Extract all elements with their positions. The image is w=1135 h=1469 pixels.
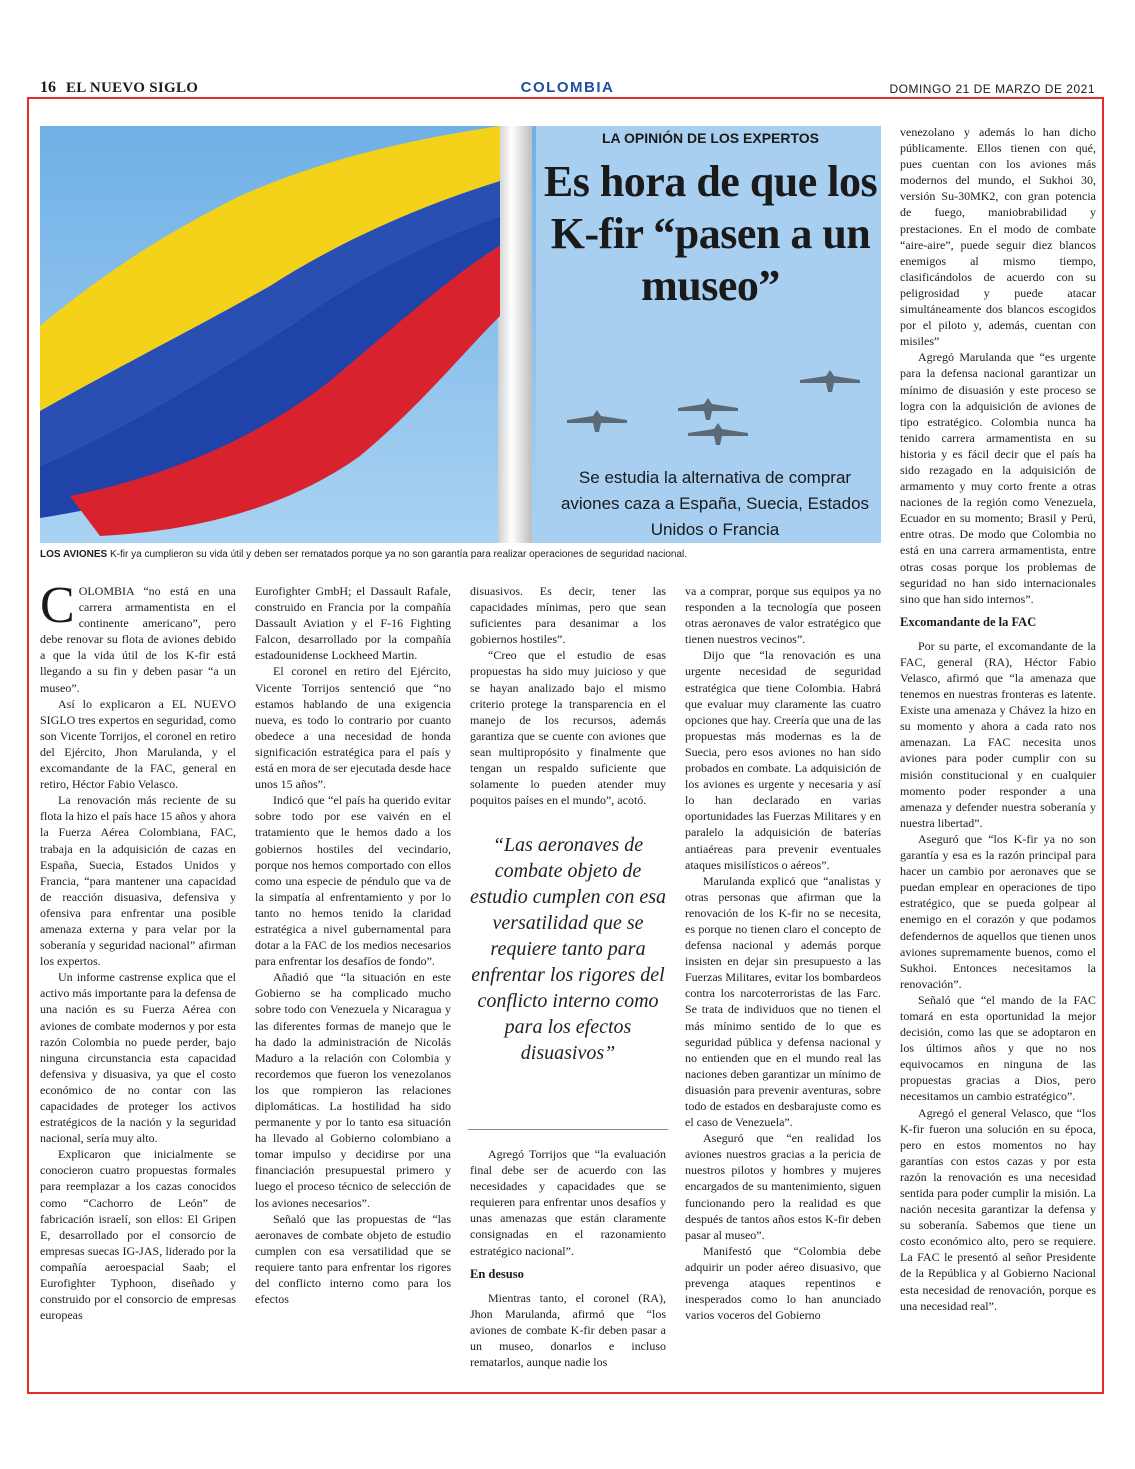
article-column-2	[255, 583, 451, 1307]
drop-cap: C	[40, 577, 75, 634]
paragraph: Agregó Marulanda que “es urgente para la defensa nacional garantizar un mínimo de disuasión y este proceso se logra con la adquisición de aviones de tipo estratégico. Colombia nunca ha tenido carrera armamentista en su historia y es fácil decir que el país ha sido rezagado en la adquisición de armamento y muy corto frente a otras naciones de la región como Venezuela, Ecuador en su momento; Brasil y Perú, entre otras. De modo que Colombia no está en una carrera armamentista, entre otras cosas porque los problemas de seguridad no han sido internacionales sino que han sido internos”.	[900, 350, 1096, 606]
paragraph: Señaló que las propuestas de “las aeronaves de combate objeto de estudio cumplen con esa versatilidad que se requiere tanto para enfrentar los rigores del conflicto interno como para los efectos	[255, 1211, 451, 1307]
paragraph: venezolano y además lo han dicho públicamente. Ellos tienen con qué, pues cuentan con los aviones más modernos del mundo, el Sukhoi 30, versión Su-30MK2, con gran potencia de fuego, maniobrabilidad y prestaciones. En el modo de combate “aire-aire”, puede seguir diez blancos enemigos al mismo tiempo, clasificándolos de acuerdo con su peligrosidad y puede atacar simultáneamente dos blancos escogidos por el piloto y, además, cuentan con misiles”	[900, 125, 1096, 349]
article-column-3-bottom	[470, 1146, 666, 1370]
paragraph: Manifestó que “Colombia debe adquirir un poder aéreo disuasivo, que prevenga ataques repentinos e inesperados como lo han anunciado varios voceros del Gobierno	[685, 1243, 881, 1323]
subheading-en-desuso: En desuso	[470, 1266, 524, 1281]
paragraph: Agregó el general Velasco, que “los K-fir fueron una solución en su época, pero en estos momentos no hay garantías con estos cazas y por esta razón la renovación es una necesidad sentida para poder cumplir la misión. La nación necesita garantizar la defensa y su soberanía. Sabemos que tiene un costo económico alto, pero se requiere. La FAC le presentó al señor Presidente de la República y al Gobierno Nacional esta necesidad de renovación, porque es una necesidad real”.	[900, 1105, 1096, 1313]
paragraph: Aseguró que “en realidad los aviones nuestros gracias a la pericia de nuestros pilotos y hombres y mujeres encargados de su mantenimiento, siguen funcionando pero la realidad es que después de tantos años estos K-fir deben pasar al museo”.	[685, 1131, 881, 1242]
paper-name: EL NUEVO SIGLO	[66, 80, 199, 96]
paragraph: Señaló que “el mando de la FAC tomará en esta oportunidad la mejor decisión, como las que se adoptaron en los últimos años y que no nos equivocamos en ninguna de las propuestas gracias a Dios, pero necesitamos un cambio estratégico”.	[900, 992, 1096, 1104]
issue-date: DOMINGO 21 DE MARZO DE 2021	[889, 82, 1095, 96]
pull-quote: “Las aeronaves de combate objeto de estudio cumplen con esa versatilidad que se requiere tanto para enfrentar los rigores del conflicto interno como para los efectos disuasivos”	[469, 834, 667, 1064]
paragraph: “Creo que el estudio de esas propuestas ha sido muy juicioso y que se hayan analizado bajo el mismo criterio protege la transparencia en el manejo de los recursos, además garantiza que se cuente con aviones que sean multipropósito y finalmente que tengan un respaldo suficiente que solamente lo pueden atender muy poquitos países en el mundo”, acotó.	[470, 648, 666, 808]
page-number: 16	[40, 79, 56, 96]
paragraph: La renovación más reciente de su flota la hizo el país hace 15 años y ahora la Fuerza Aérea Colombiana, FAC, trabaja en la adquisición de cazas en España, Suecia, Estados Unidos y Francia, “para mantener una capacidad de reacción disuasiva, defensiva y ofensiva para enfrentar una posible amenaza externa y para velar por la soberanía y seguridad nacional” afirman los expertos.	[40, 793, 236, 969]
paragraph: El coronel en retiro del Ejército, Vicente Torrijos sentenció que “no estamos hablando de una exigencia nueva, es todo lo contrario por cuanto obedece a una necesidad de honda significación estratégica para el país y está en mora de ser ejecutada desde hace unos 15 años”.	[255, 664, 451, 792]
paragraph: Indicó que “el país ha querido evitar sobre todo por ese vaivén en el tratamiento que le hemos dado a los gobiernos hostiles del vecindario, porque nos hemos comportado con ellos como una especie de péndulo que va de la simpatía al enfrentamiento y por lo tanto no hemos tenido la claridad estratégica a nivel gubernamental para dotar a la FAC de los medios necesarios para enfrentar los desafíos de fondo”.	[255, 793, 451, 969]
photo-caption	[40, 549, 881, 560]
article-column-3-top	[470, 583, 666, 808]
paragraph: Agregó Torrijos que “la evaluación final debe ser de acuerdo con las necesidades y capacidades que se requieren para enfrentar unos desafíos y unas amenazas que están claramente consignadas en el razonamiento estratégico nacional”.	[470, 1147, 666, 1258]
paragraph: Así lo explicaron a EL NUEVO SIGLO tres expertos en seguridad, como son Vicente Torrijos, el coronel en retiro del Ejército, Jhon Marulanda, y el excomandante de la FAC, general en retiro, Héctor Fabio Velasco.	[40, 696, 236, 792]
pull-quote-divider	[468, 1129, 668, 1130]
paragraph: Marulanda explicó que “analistas y otras personas que afirman que la renovación de los K-fir no se necesita, es porque no tienen claro el concepto de defensa nacional y además porque insisten en dejar sin presupuesto a las Fuerzas Militares, evitar los bombardeos contra los narcoterroristas de las Farc. Se trata de individuos que no tienen el más mínimo sentido de lo que es seguridad pública y defensa nacional y no entienden que en el mundo real las naciones deben garantizar un mínimo de disuasión para prevenir aventuras, sobre todo de estados en desbarajuste como es el caso de Venezuela”.	[685, 873, 881, 1130]
article-headline: Es hora de que los K-fir “pasen a un museo”	[543, 157, 878, 310]
section-title: COLOMBIA	[520, 79, 615, 96]
article-column-4	[685, 583, 881, 1323]
caption-text: K-fir ya cumplieron su vida útil y deben ser rematados porque ya no son garantía para realizar operaciones de seguridad nacional.	[107, 549, 688, 560]
paragraph: va a comprar, porque sus equipos ya no responden a la tecnología que poseen otras aeronaves de valor estratégico que tienen nuestros vecinos”.	[685, 584, 881, 647]
paragraph: Explicaron que inicialmente se conocieron cuatro propuestas formales para reemplazar a los cazas conocidos como “Cachorro de León” de fabricación israelí, son ellos: El Gripen E, desarrollado por el consorcio de empresas suecas IG-JAS, liderado por la compañía aeroespacial Saab; el Eurofighter Typhoon, diseñado y construido por el consorcio de empresas europeas	[40, 1147, 236, 1323]
paragraph: disuasivos. Es decir, tener las capacidades mínimas, pero que sean suficientes para desanimar a los gobiernos hostiles”.	[470, 584, 666, 647]
paragraph: Dijo que “la renovación es una urgente necesidad de seguridad estratégica que tiene Colombia. Habrá que evaluar muy claramente las cuatro opciones que hay. Creería que una de las propuestas más modernas es la de Suecia, pero esos aviones no han sido probados en combate. La adquisición de los aviones es urgente y necesaria y así lo han declarado en varias oportunidades las Fuerzas Militares y en paralelo la adquisición de baterías antiaéreas para prevenir eventuales ataques misilísticos o aéreos”.	[685, 648, 881, 872]
paragraph: Por su parte, el excomandante de la FAC, general (RA), Héctor Fabio Velasco, afirmó que “la amenaza que tenemos en nuestras fronteras es latente. Existe una amenaza y Chávez la hizo en su momento y ahora a cada rato nos amenazan. La FAC necesita unos aviones para poder cumplir con su misión constitucional y en cualquier momento poder responder a una amenaza y defender nuestra soberanía y nuestra libertad”.	[900, 638, 1096, 830]
paragraph: Aseguró que “los K-fir ya no son garantía y esa es la razón principal para hacer un cambio por aeronaves que se puedan emplear en operaciones de tipo estratégico, que se pueda golpear al enemigo en el corazón y que podamos defendernos de aquellos que tienen unos aviones supremamente buenos, como el Sukhoi. Entonces necesitamos la renovación”.	[900, 831, 1096, 991]
paragraph: Eurofighter GmbH; el Dassault Rafale, construido en Francia por la compañía Dassault Aviation y el F-16 Fighting Falcon, desarrollado por la compañía estadounidense Lockheed Martin.	[255, 584, 451, 663]
paragraph: Un informe castrense explica que el activo más importante para la defensa de una nación es su Fuerza Aérea con aviones de combate modernos y por esta razón Colombia no puede perder, bajo ninguna circunstancia esta capacidad defensiva y disuasiva, ya que el costo económico de no contar con las capacidades de proteger los activos estratégicos de la nación y la seguridad nacional, sería muy alto.	[40, 970, 236, 1146]
paragraph: OLOMBIA “no está en una carrera armamentista en el continente americano”, pero debe renovar su flota de aviones debido a que la vida útil de los K-fir está llegando a su fin y deben pasar “a un museo”.	[40, 584, 236, 695]
paragraph: Añadió que “la situación en este Gobierno se ha complicado mucho sobre todo con Venezuela y Nicaragua y las diferentes formas de manejo que le ha dado la administración de Nicolás Maduro a la relación con Colombia y recordemos que fueron los venezolanos los que rompieron las relaciones diplomáticas. La hostilidad ha sido permanente y por lo tanto esa situación ha llevado al Gobierno colombiano a tomar impulso y decidirse por una financiación presupuestal primero y luego el proceso técnico de selección de los aviones necesarios”.	[255, 970, 451, 1210]
article-column-1	[40, 577, 236, 1323]
flag-pole	[498, 126, 532, 543]
article-subhead: Se estudia la alternativa de comprar aviones caza a España, Suecia, Estados Unidos o Francia	[560, 468, 870, 539]
article-column-5	[900, 124, 1096, 1314]
article-kicker: LA OPINIÓN DE LOS EXPERTOS	[601, 130, 820, 146]
caption-lead: LOS AVIONES	[40, 549, 108, 560]
subheading-excomandante: Excomandante de la FAC	[900, 614, 1037, 629]
paragraph: Mientras tanto, el coronel (RA), Jhon Marulanda, afirmó que “los aviones de combate K-fir deben pasar a un museo, donarlos e incluso rematarlos, aunque nadie los	[470, 1290, 666, 1370]
